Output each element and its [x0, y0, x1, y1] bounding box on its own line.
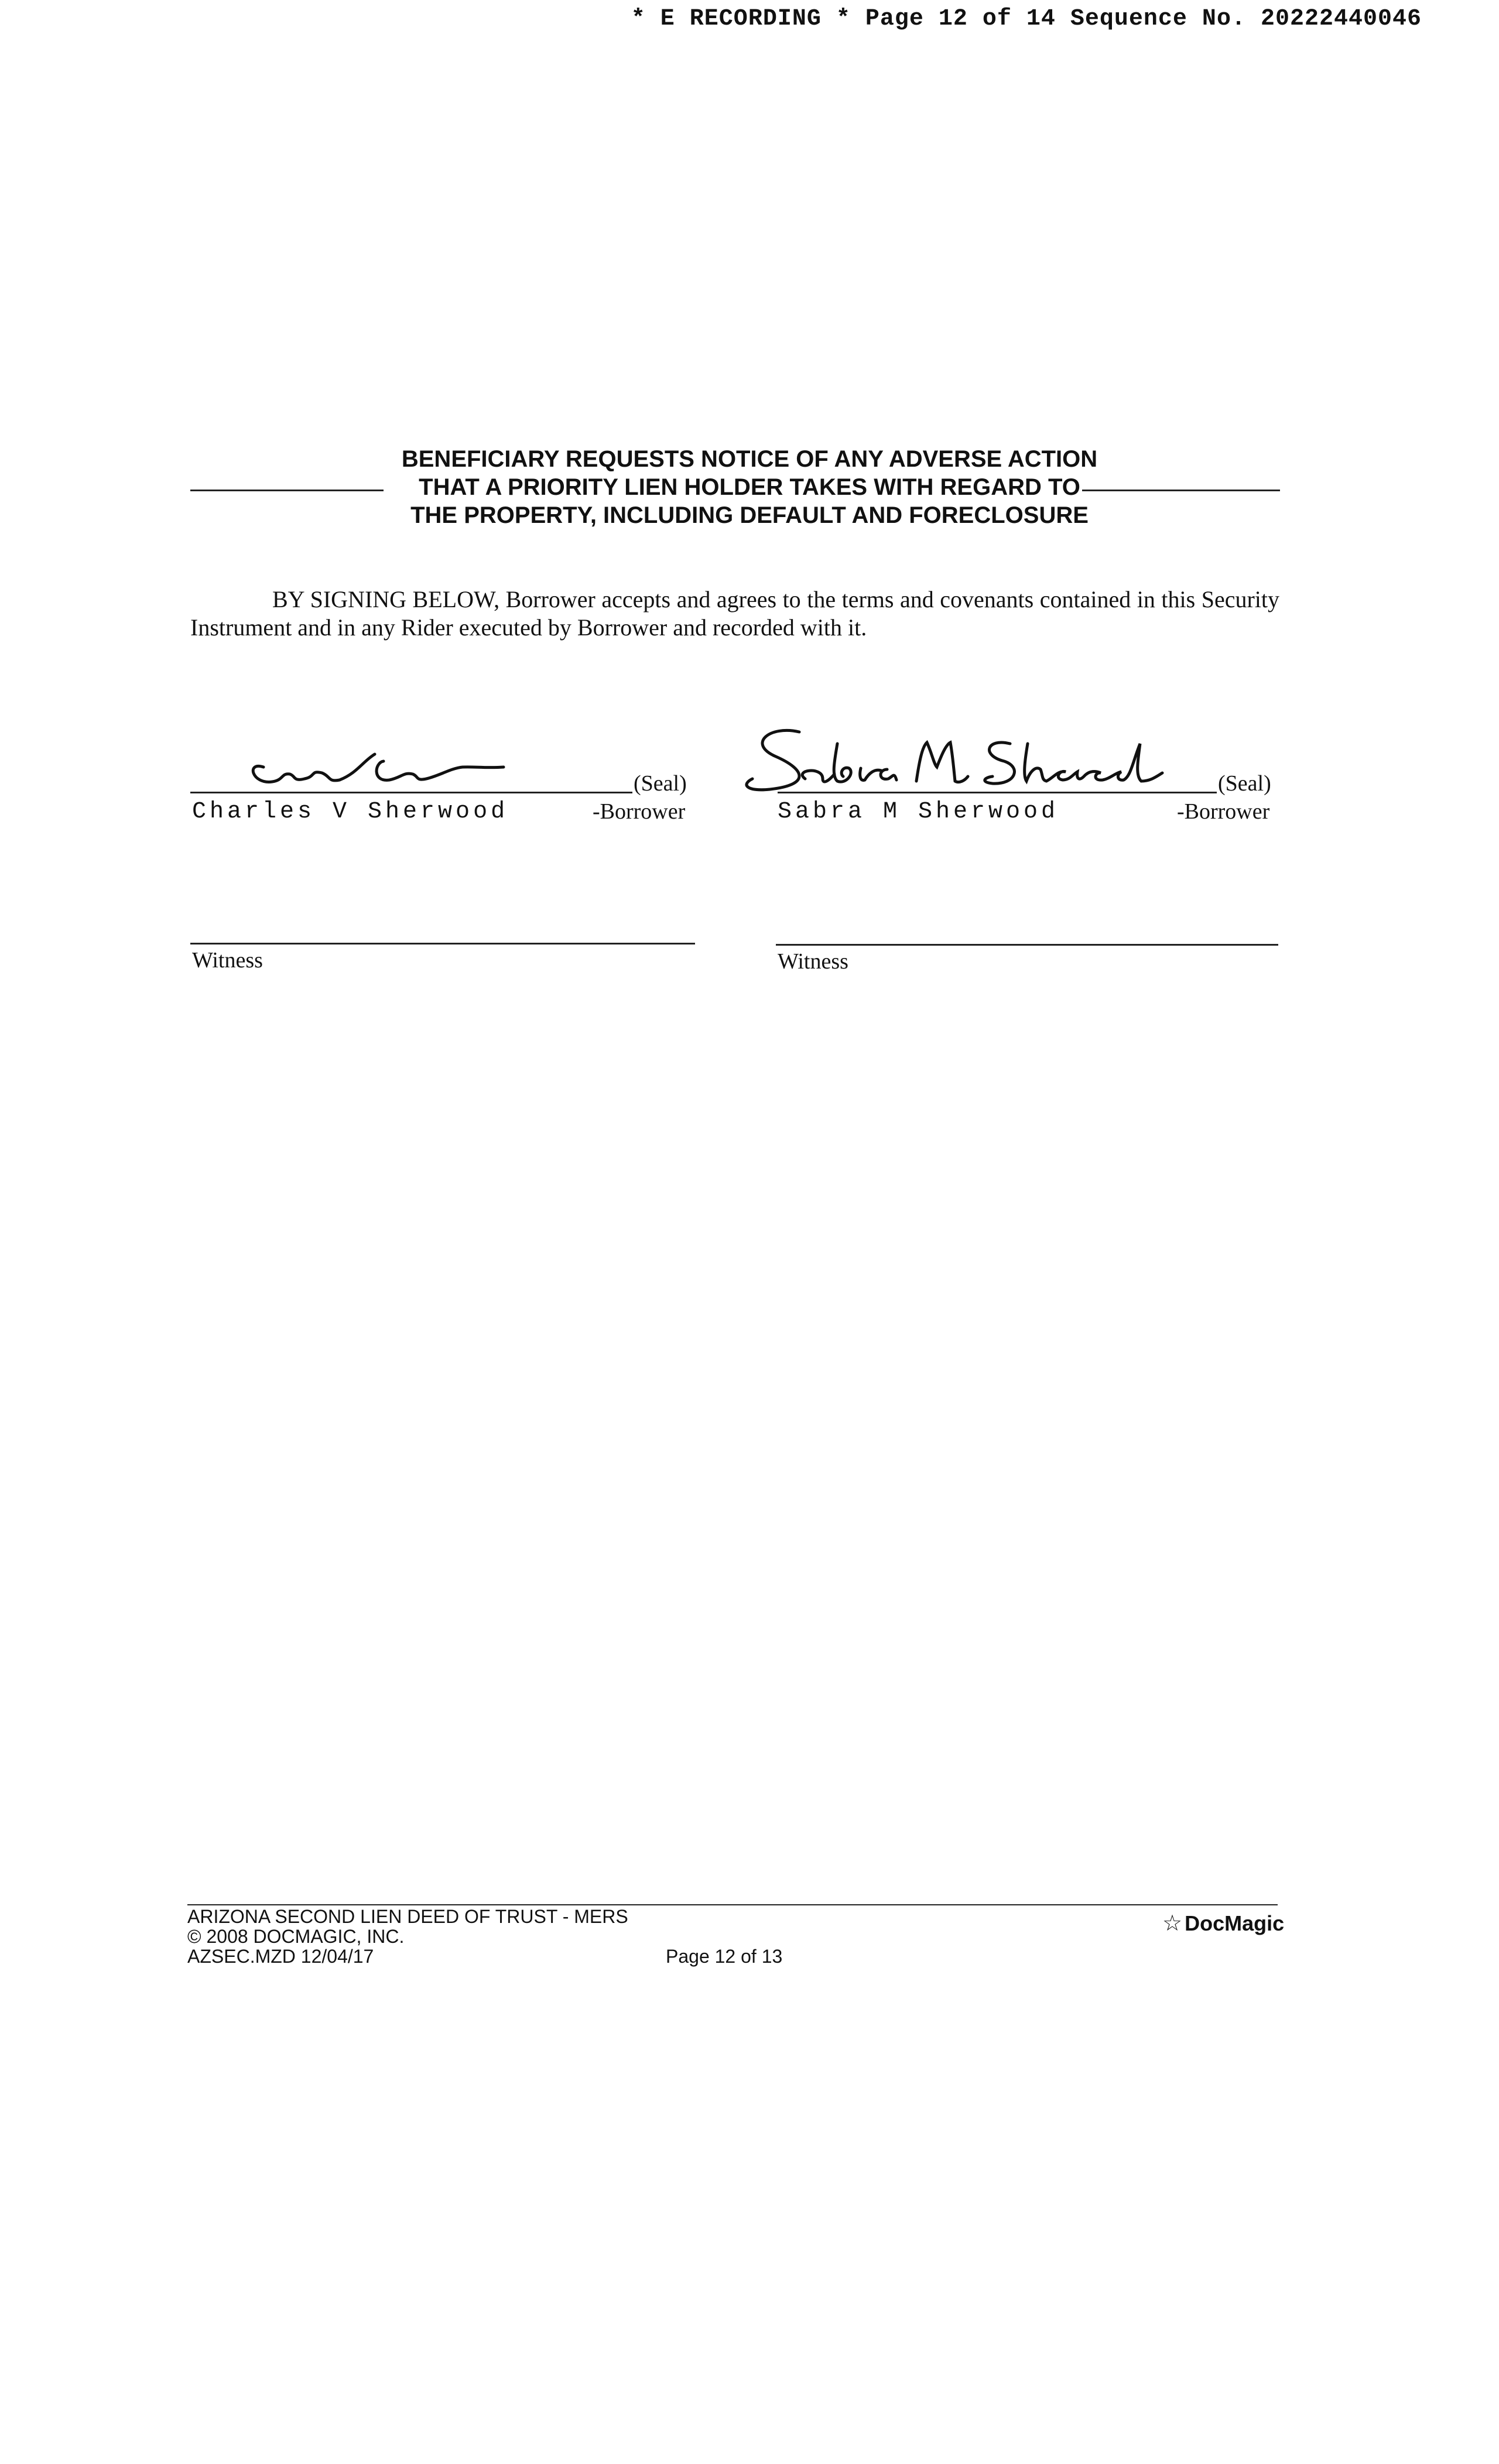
- signer-name-borrower-1: Charles V Sherwood: [192, 799, 509, 825]
- signing-statement: BY SIGNING BELOW, Borrower accepts and agrees to the terms and covenants contained in this Security Instrument and in any Rider executed by Borrower and recorded with it.: [190, 586, 1279, 641]
- docmagic-logo: [1162, 1910, 1284, 1936]
- notice-line-2: THAT A PRIORITY LIEN HOLDER TAKES WITH REGARD TO: [419, 474, 1080, 500]
- witness-line-left: [190, 943, 695, 944]
- signature-charles-sherwood: [240, 726, 515, 796]
- footer-rule: [187, 1904, 1278, 1905]
- role-label-borrower-2: -Borrower: [1177, 799, 1270, 824]
- footer-page-number: Page 12 of 13: [666, 1946, 783, 1967]
- notice-line-3: THE PROPERTY, INCLUDING DEFAULT AND FORECLOSURE: [410, 502, 1089, 528]
- brand-name: DocMagic: [1185, 1911, 1285, 1935]
- footer-form-title: ARIZONA SECOND LIEN DEED OF TRUST - MERS: [187, 1906, 628, 1927]
- notice-rule-right: [1082, 490, 1280, 491]
- notice-rule-left: [190, 490, 384, 491]
- footer-form-code: AZSEC.MZD 12/04/17: [187, 1946, 374, 1967]
- seal-label-borrower-1: (Seal): [634, 771, 687, 796]
- role-label-borrower-1: -Borrower: [593, 799, 686, 824]
- notice-line-1: BENEFICIARY REQUESTS NOTICE OF ANY ADVERSE ACTION: [401, 446, 1098, 472]
- witness-label-left: Witness: [192, 948, 263, 973]
- star-icon: ☆: [1162, 1911, 1183, 1936]
- seal-label-borrower-2: (Seal): [1218, 771, 1271, 796]
- witness-label-right: Witness: [778, 949, 848, 974]
- recording-stamp: * E RECORDING * Page 12 of 14 Sequence No. 20222440046: [631, 6, 1422, 32]
- signature-line-borrower-1: [190, 792, 632, 793]
- signer-name-borrower-2: Sabra M Sherwood: [778, 799, 1059, 825]
- signature-line-borrower-2: [778, 792, 1217, 793]
- footer-copyright: © 2008 DOCMAGIC, INC.: [187, 1926, 405, 1947]
- witness-line-right: [776, 944, 1278, 946]
